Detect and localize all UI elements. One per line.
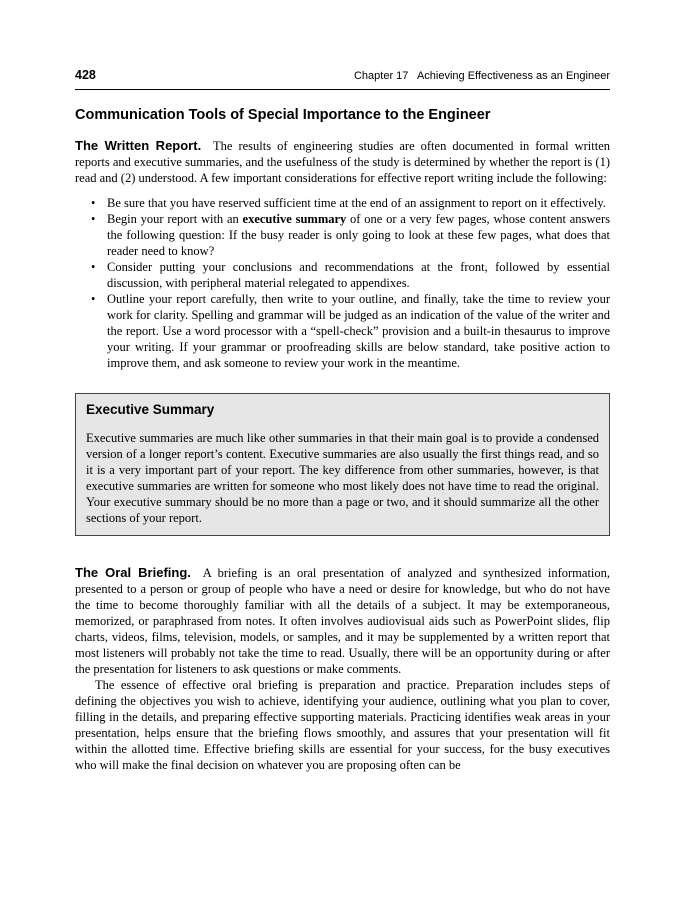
bullet-item xyxy=(75,211,610,259)
oral-briefing-paragraph xyxy=(75,565,610,677)
written-report-intro: The results of engineering studies are often documented in formal written reports and executive summaries, and the usefulness of the study is determined by whether the report is (1) read and (2) understood. A few important considerations for effective report writing include the following: xyxy=(75,139,610,185)
bullet-text: Outline your report carefully, then write to your outline, and finally, take the time to review your work for clarity. Spelling and grammar will be judged as an indication of the value of the writer and the report. Use a word processor with a “spell-check” provision and a built-in thesaurus to improve your writing. If your grammar or proofreading skills are below standard, take positive action to improve them, and ask someone to review your work in the meantime. xyxy=(107,292,610,370)
written-report-heading: The Written Report. xyxy=(75,138,202,153)
executive-summary-box xyxy=(75,393,610,536)
bullet-item xyxy=(75,259,610,291)
page-body xyxy=(75,105,610,773)
oral-briefing-paragraph-2: The essence of effective oral briefing is preparation and practice. Preparation includes steps of defining the objectives you wish to achieve, identifying your audience, outlining what you plan to cover, filling in the details, and preparing effective supporting materials. Practicing identifies weak areas in your presentation, helps ensure that the briefing flows smoothly, and assures that your presentation will fit within the allotted time. Effective briefing skills are essential for your success, for the busy executives who will make the final decision on whatever you are proposing often can be xyxy=(75,678,610,772)
oral-briefing-text: A briefing is an oral presentation of analyzed and synthesized information, presented to a person or group of people who have a need or desire for knowledge, but who do not have the time to become thoroughly familiar with all the details of a subject. It may be extemporaneous, memorized, or paraphrased from notes. It often involves audiovisual aids such as PowerPoint slides, flip charts, videos, films, television, models, or samples, and it may be supplemented by a written report that most listeners will probably not take the time to read. Usually, there will be an opportunity during or after the presentation for listeners to ask questions or make comments. xyxy=(75,566,611,676)
running-title: Chapter 17 Achieving Effectiveness as an Engineer xyxy=(353,70,610,82)
written-report-paragraph xyxy=(75,138,610,186)
bullet-icon: • xyxy=(91,196,96,210)
page-header xyxy=(75,68,610,82)
section-title: Communication Tools of Special Importance to the Engineer xyxy=(75,107,491,123)
bullet-text: Be sure that you have reserved sufficient time at the end of an assignment to report on it effectively. xyxy=(107,196,606,210)
bullet-text: Consider putting your conclusions and recommendations at the front, followed by essential discussion, with peripheral material relegated to appendixes. xyxy=(107,260,610,290)
bullet-bold-term: executive summary xyxy=(242,212,347,226)
bullet-icon: • xyxy=(91,292,96,306)
box-title: Executive Summary xyxy=(86,402,215,417)
bullet-icon: • xyxy=(91,212,96,226)
page-number: 428 xyxy=(75,68,96,82)
bullet-item xyxy=(75,291,610,371)
oral-briefing-heading: The Oral Briefing. xyxy=(75,565,191,580)
bullet-text-pre: Begin your report with an xyxy=(107,212,243,226)
box-body: Executive summaries are much like other summaries in that their main goal is to provide a condensed version of a longer report’s content. Executive summaries are also usually the first things read, and so it is a very important part of your report. The key difference from other summaries, however, is that executive summaries are written for someone who most likely does not have time to read the original. Your executive summary should be no more than a page or two, and it should summarize all the other sections of your report. xyxy=(86,431,599,525)
bullet-icon: • xyxy=(91,260,96,274)
bullet-item xyxy=(75,195,610,211)
header-rule xyxy=(75,89,610,90)
bullet-text-post: of one or a very few pages, whose content answers the following question: If the busy reader is only going to look at these few pages, what does that reader need to know? xyxy=(107,212,610,258)
bullet-list xyxy=(75,195,610,371)
